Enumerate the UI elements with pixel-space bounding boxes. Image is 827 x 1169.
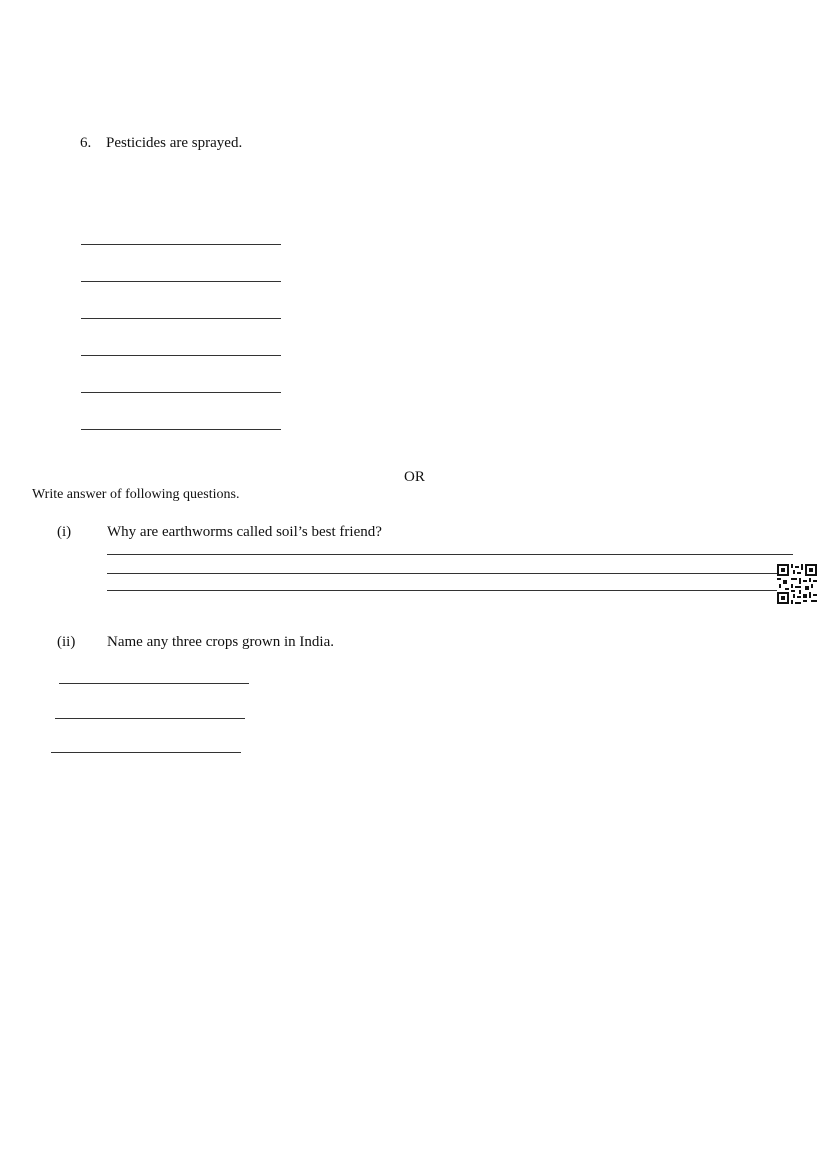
answer-blank-2[interactable] [81,281,281,282]
answer-blank-3[interactable] [81,318,281,319]
question-1-text: Why are earthworms called soil’s best friend? [107,524,382,540]
question-2-answer-line-2[interactable] [55,718,245,719]
question-2-text: Name any three crops grown in India. [107,634,335,650]
answer-blank-5[interactable] [81,392,281,393]
item-6-text: Pesticides are sprayed. [106,135,243,151]
question-1-answer-line-3[interactable] [107,590,780,591]
or-label: OR [404,469,425,485]
question-2-answer-line-3[interactable] [51,752,241,753]
instruction-text: Write answer of following questions. [32,487,240,502]
question-1-answer-line-1[interactable] [107,554,793,555]
question-1-number: (i) [57,524,72,540]
answer-blank-1[interactable] [81,244,281,245]
answer-blank-4[interactable] [81,355,281,356]
question-1-answer-line-2[interactable] [107,573,780,574]
qr-code-icon [777,564,817,604]
answer-blank-6[interactable] [81,429,281,430]
question-2-number: (ii) [57,634,76,650]
question-2-answer-line-1[interactable] [59,683,249,684]
item-6-number: 6. [80,135,92,151]
